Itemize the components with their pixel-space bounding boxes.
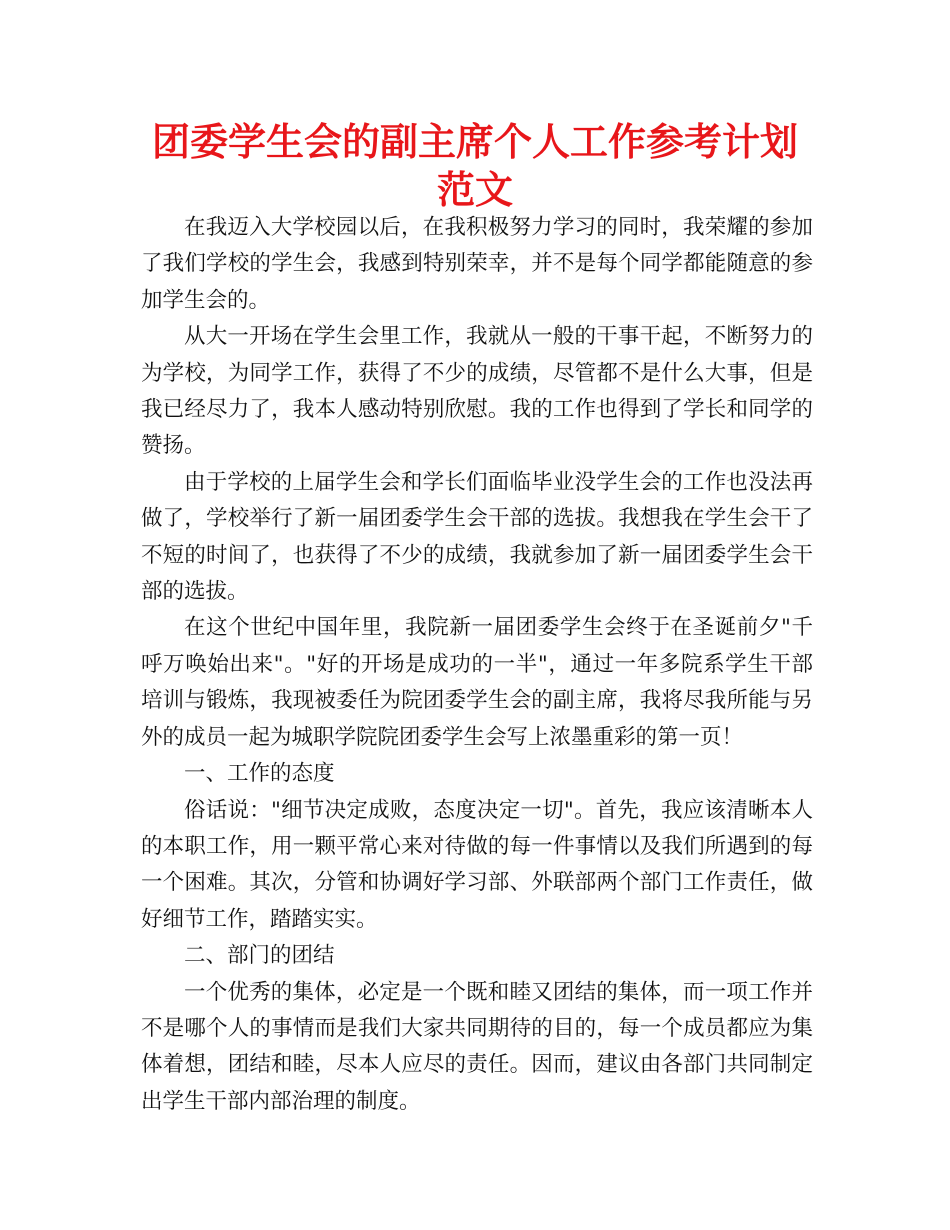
section-heading-unity: 二、部门的团结 xyxy=(184,943,335,969)
paragraph: 一个优秀的集体，必定是一个既和睦又团结的集体，而一项工作并不是哪个人的事情而是我们大家共同期待的目的，每一个成员都应为集体着想，团结和睦，尽本人应尽的责任。因而，建议由各部门共同制定出学生干部内部治理的制度。 xyxy=(141,979,813,1114)
section-heading-attitude: 一、工作的态度 xyxy=(184,761,335,787)
document-title: 团委学生会的副主席个人工作参考计划范文 xyxy=(151,120,798,212)
paragraph: 俗话说："细节决定成败，态度决定一切"。首先，我应该清晰本人的本职工作，用一颗平常心来对待做的每一件事情以及我们所遇到的每一个困难。其次，分管和协调好学习部、外联部两个部门工作责任，做好细节工作，踏踏实实。 xyxy=(141,797,813,932)
paragraph: 从大一开场在学生会里工作，我就从一般的干事干起，不断努力的为学校，为同学工作，获得了不少的成绩，尽管都不是什么大事，但是我已经尽力了，我本人感动特别欣慰。我的工作也得到了学长和同学的赞扬。 xyxy=(141,324,813,459)
paragraph: 在我迈入大学校园以后，在我积极努力学习的同时，我荣耀的参加了我们学校的学生会，我感到特别荣幸，并不是每个同学都能随意的参加学生会的。 xyxy=(141,215,813,313)
paragraph: 由于学校的上届学生会和学长们面临毕业没学生会的工作也没法再做了，学校举行了新一届团委学生会干部的选拔。我想我在学生会干了不短的时间了，也获得了不少的成绩，我就参加了新一届团委学生会干部的选拔。 xyxy=(141,469,813,605)
document-body xyxy=(141,210,813,1120)
paragraph: 在这个世纪中国年里，我院新一届团委学生会终于在圣诞前夕"千呼万唤始出来"。"好的开场是成功的一半"，通过一年多院系学生干部培训与锻炼，我现被委任为院团委学生会的副主席，我将尽我所能与另外的成员一起为城职学院院团委学生会写上浓墨重彩的第一页！ xyxy=(141,615,813,750)
